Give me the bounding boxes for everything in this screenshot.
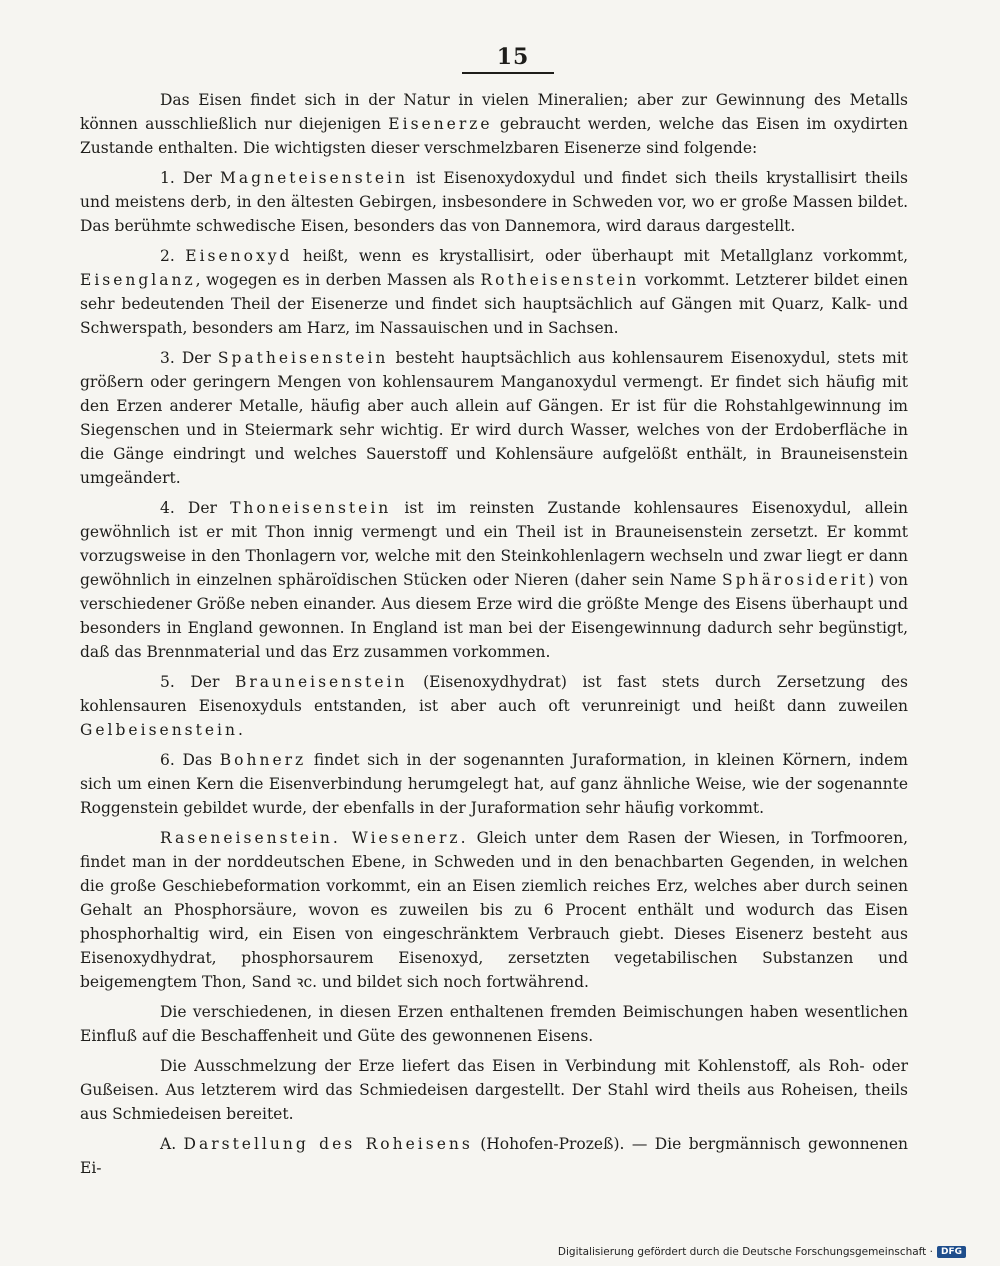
footer xyxy=(558,1246,966,1258)
spaced-term: Brauneisenstein xyxy=(234,673,408,691)
paragraph xyxy=(80,166,908,238)
paragraph-text: 5. Der xyxy=(160,673,235,691)
spaced-term: Raseneisenstein. Wiesenerz. xyxy=(160,829,469,847)
paragraph-text: besteht hauptsächlich aus kohlensaurem Eisenoxydul, stets mit größern oder geringern Mengen von kohlensaurem Manganoxydul vermengt. Er findet sich häufig mit den Erzen anderer Metalle, häufig aber auch allein auf Gängen. Er ist für die Rohstahlgewinnung im Siegenschen und in Steiermark sehr wichtig. Er wird durch Wasser, welches von der Erdoberfläche in die Gänge eindringt und welches Sauerstoff und Kohlensäure aufgelößt enthält, in Brauneisenstein umgeändert. xyxy=(80,349,908,487)
spaced-term: Spatheisenstein xyxy=(217,349,389,367)
paragraph xyxy=(80,1000,908,1048)
paragraph-text: Die verschiedenen, in diesen Erzen enthaltenen fremden Beimischungen haben wesentlichen Einfluß auf die Beschaffenheit und Güte des gewonnenen Eisens. xyxy=(80,1003,908,1045)
paragraph-text: ist im reinsten Zustande kohlensaures Eisenoxydul, allein gewöhnlich ist er mit Thon innig vermengt und ein Theil ist in Brauneisenstein zersetzt. Er kommt vorzugsweise in den Thonlagern vor, welche mit den Steinkohlenlagern wechseln und zwar liegt er dann gewöhnlich in einzelnen sphäroïdischen Stücken oder Nieren (daher sein Name xyxy=(80,499,908,589)
paragraph-text: 2. xyxy=(160,247,186,265)
spaced-term: Gelbeisenstein xyxy=(80,721,238,739)
paragraph-text: Die Ausschmelzung der Erze liefert das Eisen in Verbindung mit Kohlenstoff, als Roh- oder Gußeisen. Aus letzterem wird das Schmiedeisen dargestellt. Der Stahl wird theils aus Roheisen, theils aus Schmiedeisen bereitet. xyxy=(80,1057,908,1123)
paragraph-text: 4. Der xyxy=(160,499,231,517)
paragraph-text: heißt, wenn es krystallisirt, oder überhaupt mit Metallglanz vorkommt, xyxy=(292,247,908,265)
header-rule xyxy=(462,72,554,74)
spaced-term: Magneteisenstein xyxy=(220,169,409,187)
paragraph-text: vorkommt. Letzterer bildet einen sehr bedeutenden Theil der Eisenerze und findet sich hauptsächlich auf Gängen mit Quarz, Kalk- und Schwerspath, besonders am Harz, im Nassauischen und in Sachsen. xyxy=(80,271,908,337)
paragraph xyxy=(80,1054,908,1126)
paragraph-text: (Eisenoxydhydrat) ist fast stets durch Zersetzung des kohlensauren Eisenoxyduls entstanden, ist aber auch oft verunreinigt und heißt dann zuweilen xyxy=(80,673,908,715)
paragraph-text: , wogegen es in derben Massen als xyxy=(195,271,481,289)
footer-text: Digitalisierung gefördert durch die Deutsche Forschungsgemeinschaft · xyxy=(557,1246,933,1258)
paragraph-text: gebraucht werden, welche das Eisen im oxydirten Zustande enthalten. Die wichtigsten dieser verschmelzbaren Eisenerze sind folgende: xyxy=(80,115,909,157)
dfg-logo: DFG xyxy=(937,1246,966,1258)
paragraph-text: A. xyxy=(160,1135,184,1153)
spaced-term: Sphärosiderit xyxy=(722,571,869,589)
paragraph-text: ist Eisenoxydoxydul und findet sich theils krystallisirt theils und meistens derb, in den ältesten Gebirgen, insbesondere in Schweden vor, wo er große Massen bildet. Das berühmte schwedische Eisen, besonders das von Dannemora, wird daraus dargestellt. xyxy=(80,169,908,235)
page-number: 15 xyxy=(496,44,530,70)
paragraph xyxy=(80,826,908,994)
paragraph-text: ) von verschiedener Größe neben einander. Aus diesem Erze wird die größte Menge des Eisens überhaupt und besonders in England gewonnen. In England ist man bei der Eisengewinnung dadurch sehr begünstigt, daß das Brennmaterial und das Erz zusammen vorkommen. xyxy=(80,571,909,661)
paragraph-text: . xyxy=(237,721,243,739)
paragraph-text: findet sich in der sogenannten Juraformation, in kleinen Körnern, indem sich um einen Kern die Eisenverbindung herumgelegt hat, auf ganz ähnliche Weise, wie der sogenannte Roggenstein gebildet wurde, der ebenfalls in der Juraformation sehr häufig vorkommt. xyxy=(80,751,909,817)
paragraph-text: Das Eisen findet sich in der Natur in vielen Mineralien; aber zur Gewinnung des Metalls können ausschließlich nur diejenigen xyxy=(80,91,908,133)
paragraph xyxy=(80,244,908,340)
paragraph-text: (Hohofen-Prozeß). — Die bergmännisch gewonnenen Ei- xyxy=(80,1135,908,1177)
paragraph xyxy=(80,748,908,820)
spaced-term: Eisenerze xyxy=(388,115,493,133)
paragraph-text: 6. Das xyxy=(160,751,220,769)
paragraph xyxy=(80,670,908,742)
spaced-term: Thoneisenstein xyxy=(230,499,392,517)
spaced-term: Rotheisenstein xyxy=(480,271,640,289)
spaced-term: Bohnerz xyxy=(219,751,307,769)
spaced-term: Eisenglanz xyxy=(80,271,196,289)
paragraph xyxy=(80,88,908,160)
paragraph-text: 3. Der xyxy=(160,349,218,367)
spaced-term: Eisenoxyd xyxy=(185,247,293,265)
paragraph xyxy=(80,346,908,490)
paragraph xyxy=(80,1132,908,1180)
body-text xyxy=(80,88,908,1186)
paragraph-text: 1. Der xyxy=(160,169,221,187)
paragraph xyxy=(80,496,908,664)
paragraph-text: Gleich unter dem Rasen der Wiesen, in Torfmooren, findet man in der norddeutschen Ebene, in Schweden und in den benachbarten Gegenden, in welchen die große Geschiebeformation vorkommt, ein an Eisen ziemlich reiches Erz, welches aber durch seinen Gehalt an Phosphorsäure, wovon es zuweilen bis zu 6 Procent enthält und wodurch das Eisen phosphorhaltig wird, ein Eisen von eingeschränktem Verbrauch giebt. Dieses Eisenerz besteht aus Eisenoxydhydrat, phosphorsaurem Eisenoxyd, zersetzten vegetabilischen Substanzen und beigemengtem Thon, Sand ꝛc. und bildet sich noch fortwährend. xyxy=(80,829,908,991)
spaced-term: Darstellung des Roheisens xyxy=(183,1135,473,1153)
